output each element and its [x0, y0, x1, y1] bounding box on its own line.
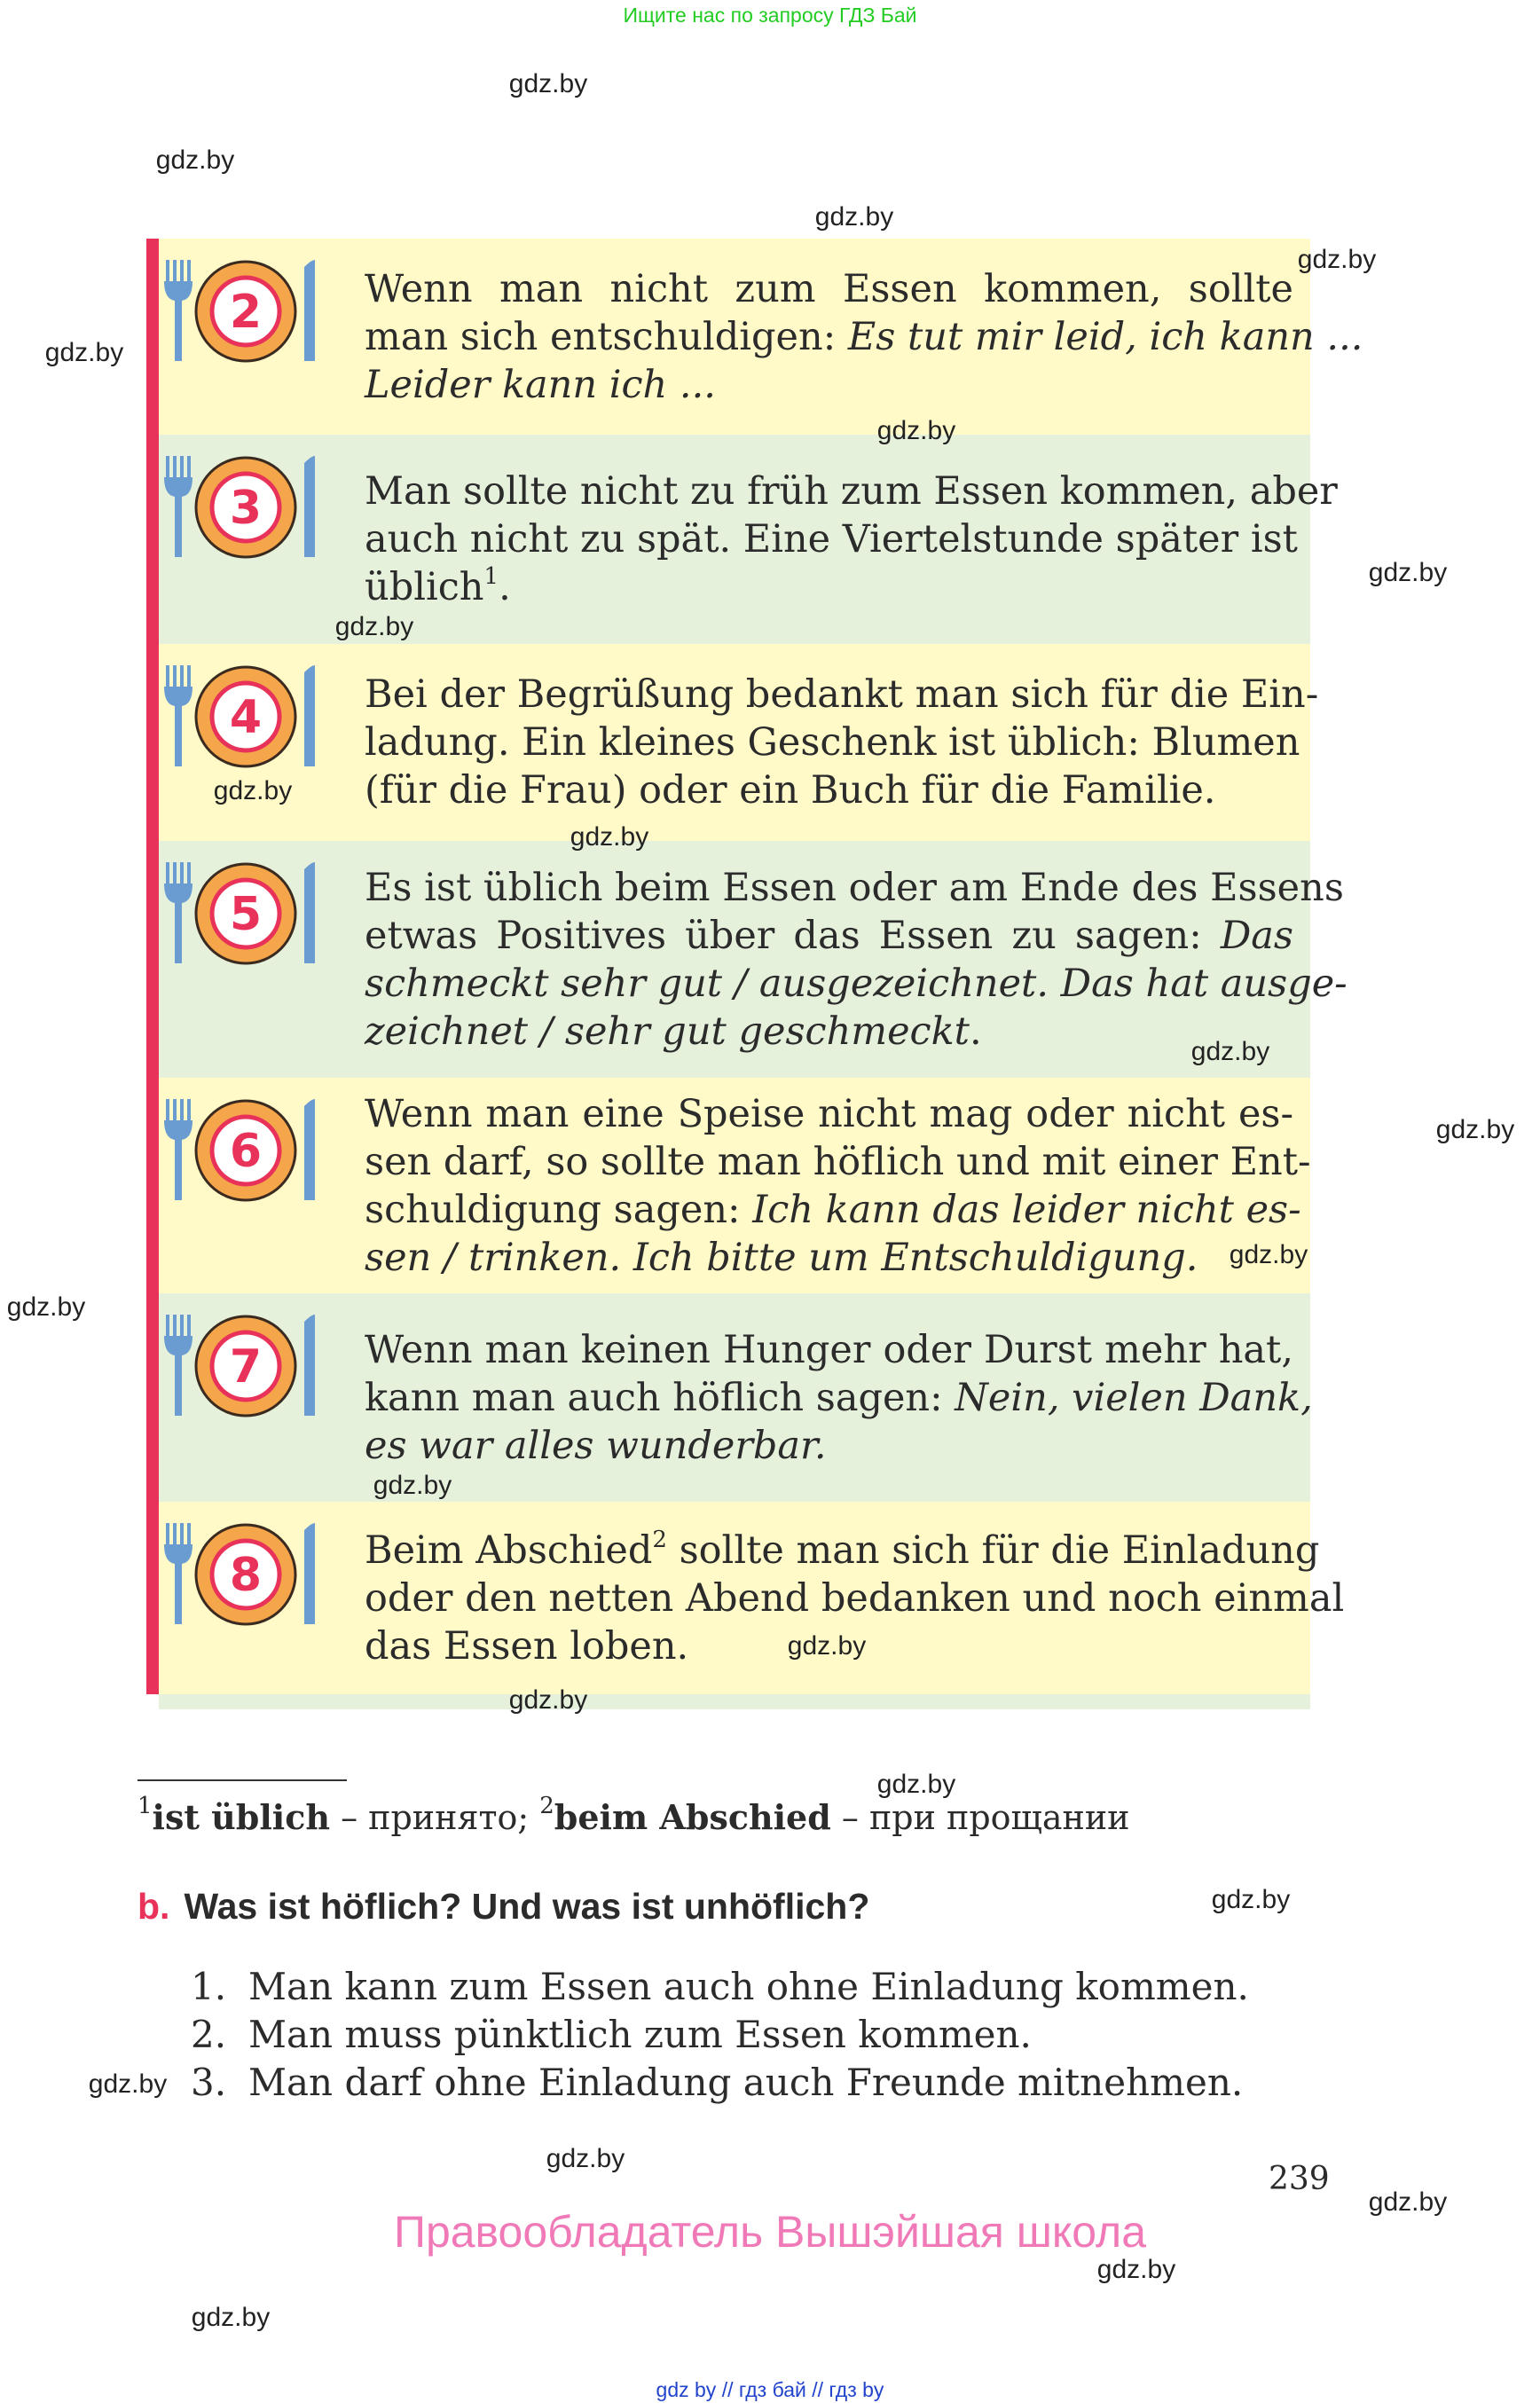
text-line — [365, 1090, 1293, 1138]
list-text: Man kann zum Essen auch ohne Einladung kommen. — [248, 1965, 1249, 2008]
footnote-translation: – при прощании — [830, 1798, 1130, 1837]
watermark: gdz.by — [1297, 245, 1377, 274]
example-phrase: sen / trinken. Ich bitte um Entschuldigung. — [365, 1235, 1198, 1280]
example-phrase: es war alles wunderbar. — [365, 1423, 827, 1468]
text-segment: man sich entschuldigen: — [365, 314, 848, 359]
text-segment: . — [969, 1009, 982, 1054]
task-list — [191, 1963, 1249, 2107]
text-line — [365, 960, 1348, 1008]
text-line — [365, 766, 1293, 814]
watermark: gdz.by — [6, 1292, 86, 1322]
text-line — [365, 1326, 1293, 1374]
example-phrase: schmeckt sehr gut / ausgezeichnet. Das hat ausge- — [365, 961, 1348, 1006]
accent-bar — [146, 239, 159, 1694]
example-phrase: Ich kann das leider nicht es- — [752, 1187, 1301, 1232]
plate-with-cutlery-icon — [164, 665, 320, 768]
text-line — [365, 719, 1300, 766]
text-segment: (für die Frau) oder ein Buch für die Familie. — [365, 768, 1216, 813]
rule-text — [365, 467, 1338, 611]
text-line — [365, 1374, 1313, 1422]
watermark: gdz.by — [44, 338, 124, 367]
text-line — [365, 265, 1293, 313]
text-segment: sollte man sich für die Einladung — [666, 1527, 1320, 1573]
text-segment: oder den netten Abend bedanken und noch einmal — [365, 1575, 1345, 1621]
rule-row — [159, 644, 1319, 841]
footnote-marker: 1 — [483, 563, 499, 590]
watermark: gdz.by — [570, 822, 649, 852]
rule-number: 8 — [229, 1549, 263, 1602]
rule-row — [159, 1502, 1345, 1694]
rule-text — [365, 671, 1319, 814]
plate-with-cutlery-icon — [164, 1523, 320, 1626]
example-phrase: Das — [1220, 913, 1293, 958]
text-segment: etwas Positives über das Essen zu sagen: — [365, 913, 1221, 958]
task-question: Was ist höflich? Und was ist unhöflich? — [184, 1886, 870, 1927]
panel-bottom-strip — [159, 1694, 1310, 1709]
text-line — [365, 515, 1298, 563]
text-line — [365, 1186, 1301, 1234]
text-line — [365, 1138, 1311, 1186]
rule-text — [365, 1326, 1313, 1470]
example-phrase: zeichnet / sehr gut geschmeckt — [365, 1009, 970, 1054]
footnote-term: ist üblich — [152, 1797, 330, 1837]
rule-number: 4 — [229, 691, 263, 744]
text-line — [365, 313, 1363, 361]
footnote-marker: 2 — [652, 1526, 667, 1553]
watermark: gdz.by — [213, 776, 293, 805]
plate-with-cutlery-icon — [164, 862, 320, 965]
copyright-notice: Правообладатель Вышэйшая школа — [394, 2207, 1146, 2257]
text-segment: Es ist üblich beim Essen oder am Ende des Essens — [365, 865, 1344, 910]
text-segment: auch nicht zu spät. Eine Viertelstunde später ist — [365, 517, 1298, 561]
rule-number: 6 — [229, 1125, 263, 1178]
footer-links[interactable]: gdz by // гдз бай // гдз by — [656, 2378, 884, 2401]
rule-number: 2 — [229, 286, 263, 339]
list-number: 2. — [191, 2013, 227, 2056]
text-line — [365, 912, 1293, 960]
text-line — [365, 1422, 1293, 1470]
example-phrase: Leider kann ich ... — [365, 362, 716, 407]
text-segment: schuldigung sagen: — [365, 1187, 753, 1232]
task-letter: b. — [138, 1886, 170, 1927]
watermark: gdz.by — [1435, 1115, 1515, 1144]
rule-number: 3 — [229, 482, 263, 535]
list-item — [191, 1963, 1249, 2011]
watermark: gdz.by — [1211, 1885, 1291, 1914]
rule-row — [159, 435, 1338, 644]
page-number: 239 — [1269, 2161, 1330, 2197]
text-segment: Beim Abschied — [365, 1527, 653, 1573]
rule-row — [159, 1293, 1313, 1502]
watermark: gdz.by — [373, 1471, 452, 1500]
text-segment: Wenn man nicht zum Essen kommen, sollte — [365, 266, 1293, 311]
watermark: gdz.by — [334, 612, 414, 641]
rule-text — [365, 265, 1363, 409]
text-segment: ladung. Ein kleines Geschenk ist üblich: Blumen — [365, 720, 1300, 765]
watermark: gdz.by — [814, 202, 894, 232]
footnote-divider — [138, 1779, 347, 1781]
watermark: gdz.by — [1190, 1037, 1270, 1066]
text-segment: . — [499, 565, 511, 609]
rule-text — [365, 864, 1348, 1056]
list-item — [191, 2059, 1249, 2107]
text-segment: sen darf, so sollte man höflich und mit einer Ent- — [365, 1139, 1311, 1184]
list-item — [191, 2011, 1249, 2059]
example-phrase: Nein, vielen Dank, — [955, 1375, 1313, 1420]
footnote-marker: 1 — [138, 1793, 153, 1819]
plate-with-cutlery-icon — [164, 1099, 320, 1202]
footnote-term: beim Abschied — [554, 1797, 831, 1837]
rule-text — [365, 1090, 1311, 1282]
watermark: gdz.by — [1368, 558, 1448, 587]
list-number: 3. — [191, 2061, 227, 2104]
watermark: gdz.by — [1229, 1240, 1308, 1269]
text-line — [365, 1234, 1293, 1282]
plate-with-cutlery-icon — [164, 1315, 320, 1417]
watermark: gdz.by — [508, 1685, 588, 1715]
watermark: gdz.by — [88, 2069, 168, 2099]
watermark: gdz.by — [787, 1631, 867, 1661]
footnotes — [138, 1793, 1130, 1837]
footnote-translation: – принято; — [330, 1798, 540, 1837]
list-text: Man muss pünktlich zum Essen kommen. — [248, 2013, 1032, 2056]
search-hint-link[interactable]: Ищите нас по запросу ГДЗ Бай — [623, 4, 917, 27]
text-segment: das Essen loben. — [365, 1623, 689, 1669]
text-segment: Wenn man eine Speise nicht mag oder nicht es- — [365, 1091, 1293, 1136]
text-line — [365, 864, 1344, 912]
text-line — [365, 1008, 1293, 1056]
text-line — [365, 563, 1293, 611]
plate-with-cutlery-icon — [164, 260, 320, 363]
example-phrase: Es tut mir leid, ich kann ... — [847, 314, 1363, 359]
watermark: gdz.by — [1096, 2255, 1176, 2284]
rule-number: 7 — [229, 1340, 263, 1394]
text-segment: üblich — [365, 565, 484, 609]
text-segment: kann man auch höflich sagen: — [365, 1375, 955, 1420]
watermark: gdz.by — [191, 2303, 271, 2332]
text-line — [365, 467, 1338, 515]
plate-with-cutlery-icon — [164, 456, 320, 559]
text-line — [365, 671, 1319, 719]
watermark: gdz.by — [876, 416, 956, 445]
list-number: 1. — [191, 1965, 227, 2008]
watermark: gdz.by — [1368, 2187, 1448, 2217]
list-text: Man darf ohne Einladung auch Freunde mitnehmen. — [248, 2061, 1244, 2104]
text-segment: Wenn man keinen Hunger oder Durst mehr hat, — [365, 1327, 1293, 1372]
text-line — [365, 1575, 1345, 1622]
rule-row — [159, 1078, 1310, 1293]
text-segment: Bei der Begrüßung bedankt man sich für die Ein- — [365, 672, 1319, 717]
text-line — [365, 361, 1293, 409]
watermark: gdz.by — [155, 145, 235, 175]
text-line — [365, 1526, 1320, 1575]
watermark: gdz.by — [508, 69, 588, 98]
text-segment: Man sollte nicht zu früh zum Essen kommen, aber — [365, 469, 1338, 514]
rule-number: 5 — [229, 888, 263, 941]
rule-row — [159, 841, 1348, 1078]
footnote-marker: 2 — [539, 1793, 554, 1819]
watermark: gdz.by — [876, 1770, 956, 1799]
watermark: gdz.by — [546, 2144, 625, 2173]
task-heading — [138, 1886, 869, 1928]
